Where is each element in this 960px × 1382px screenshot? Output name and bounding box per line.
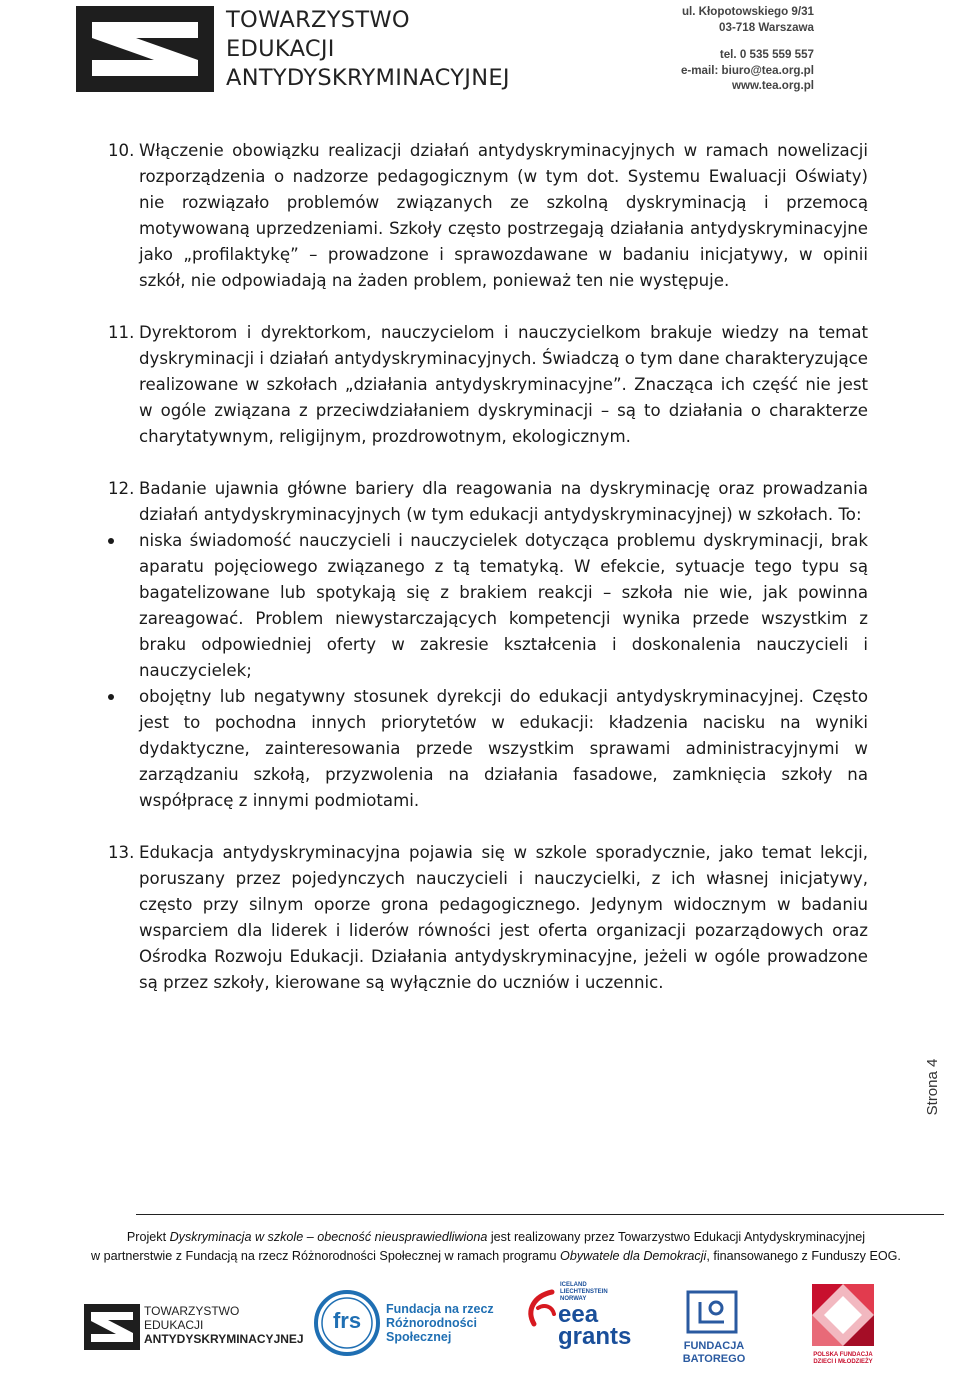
batory-emblem-icon xyxy=(684,1288,740,1336)
logo-text: grants xyxy=(558,1323,632,1350)
footer-line: w partnerstwie z Fundacją na rzecz Różnorodności Społecznej w ramach programu Obywatele dla Demokracji, finansowanego z Funduszy EOG. xyxy=(91,1249,901,1263)
org-name-line: ANTYDYSKRYMINACYJNEJ xyxy=(226,65,510,91)
bullet-icon xyxy=(108,694,114,700)
pfdim-logo xyxy=(790,1278,896,1368)
item-number: 10. xyxy=(108,141,135,160)
address-line: ul. Kłopotowskiego 9/31 xyxy=(681,5,814,18)
list-item xyxy=(108,138,868,294)
org-name xyxy=(226,6,526,93)
logo-text: Różnorodności xyxy=(386,1316,477,1330)
logo-text: eea xyxy=(558,1301,599,1328)
item-text: Badanie ujawnia główne bariery dla reagowania na dyskryminację oraz prowadzania działań antydyskryminacyjnych (w tym edukacji antydyskryminacyjnej) w szkołach. To: xyxy=(139,479,868,524)
item-text: Włączenie obowiązku realizacji działań antydyskryminacyjnych w ramach nowelizacji rozporządzenia o nadzorze pedagogicznym (w tym dot. Systemu Ewaluacji Oświaty) nie rozwiązało problemów związanych ze szkolną dyskryminacją i przemocą motywowaną uprzedzeniami. Szkoły często postrzegają działania antydyskryminacyjne jako „profilaktykę” – prowadzone i sprawozdawane w badaniu inicjatywy, w opinii szkół, nie odpowiadają na żaden problem, ponieważ ten nie występuje. xyxy=(139,141,868,290)
item-text: Dyrektorom i dyrektorkom, nauczycielom i nauczycielkom brakuje wiedzy na temat dyskryminacji i działań antydyskryminacyjnych. Świadczą o tym dane charakteryzujące realizowane w szkołach „działania antydyskryminacyjne”. Znacząca ich część nie jest w ogóle związana z przeciwdziałaniem dyskryminacji – są to działania o charakterze charytatywnym, religijnym, prozdrowotnym, ekologicznym. xyxy=(139,323,868,446)
page-number-label: Strona 4 xyxy=(924,1058,941,1116)
logo-text: LIECHTENSTEIN xyxy=(560,1289,608,1295)
batory-logo xyxy=(674,1288,754,1368)
tea-footer-logo xyxy=(84,1304,304,1352)
bullet-text: niska świadomość nauczycieli i nauczycielek dotycząca problemu dyskryminacji, brak aparatu pojęciowego związanego z tą tematyką. W efekcie, sytuacje tego typu są bagatelizowane lub spotykają się z brakiem reakcji – szkoła nie wie, jak powinna zareagować. Problem niewystarczających kompetencji wynika przede wszystkim z braku odpowiedniej oferty w zakresie kształcenia i doskonalenia nauczycieli i nauczycielek; xyxy=(139,531,868,680)
website-link[interactable]: www.tea.org.pl xyxy=(731,79,814,92)
item-number: 13. xyxy=(108,843,135,862)
phone: tel. 0 535 559 557 xyxy=(719,48,814,61)
header-contact xyxy=(681,4,814,94)
logo-text: POLSKA FUNDACJA xyxy=(813,1352,873,1358)
eea-grants-logo xyxy=(524,1278,644,1368)
footer-text xyxy=(60,1228,932,1266)
sponsor-logos xyxy=(84,1278,904,1378)
address-line: 03-718 Warszawa xyxy=(719,20,814,34)
bullet-item xyxy=(139,684,868,814)
footer-line: Projekt Dyskryminacja w szkole – obecność nieusprawiedliwiona jest realizowany przez Towarzystwo Edukacji Antydyskryminacyjnej xyxy=(126,1230,866,1244)
eea-swirl-icon xyxy=(524,1288,560,1332)
org-name-line: EDUKACJI xyxy=(226,36,335,62)
tea-logo-icon xyxy=(84,1304,140,1350)
logo-text: Społecznej xyxy=(386,1330,452,1344)
logo-text: Fundacja na rzecz xyxy=(386,1302,494,1316)
list-item xyxy=(108,476,868,814)
logo-text: FUNDACJA xyxy=(683,1340,745,1352)
frs-logo xyxy=(314,1290,494,1356)
logo-text: BATOREGO xyxy=(682,1353,746,1365)
footer-divider xyxy=(136,1214,944,1215)
bullet-text: obojętny lub negatywny stosunek dyrekcji do edukacji antydyskryminacyjnej. Często jest to pochodna innych priorytetów w edukacji: kładzenia nacisku na wyniki dydaktyczne, zainteresowania przede wszystkim sprawami administracyjnymi w zarządzaniu szkołą, przyzwolenia na działania fasadowe, zamknięcia szkoły na współpracę z innymi podmiotami. xyxy=(139,687,868,810)
logo-text: DZIECI I MŁODZIEŻY xyxy=(813,1359,873,1365)
email[interactable]: e-mail: biuro@tea.org.pl xyxy=(680,63,814,77)
logo-text: ANTYDYSKRYMINACYJNEJ xyxy=(144,1332,304,1346)
item-text: Edukacja antydyskryminacyjna pojawia się w szkole sporadycznie, jako temat lekcji, poruszany przez pojedynczych nauczycieli i nauczycielki, z ich własnej inicjatywy, często przy silnym oporze grona pedagogicznego. Jedynym widocznym w badaniu wsparciem dla liderek i liderów równości jest oferta organizacji pozarządowych oraz Ośrodka Rozwoju Edukacji. Działania antydyskryminacyjne, jeżeli w ogóle prowadzone są przez szkoły, kierowane są wyłącznie do uczniów i uczennic. xyxy=(139,843,868,992)
header-logo xyxy=(76,6,516,94)
frs-mark: frs xyxy=(332,1308,362,1333)
bullet-item xyxy=(139,528,868,684)
logo-text: TOWARZYSTWO xyxy=(144,1304,240,1318)
item-number: 11. xyxy=(108,323,135,342)
logo-text: ICELAND xyxy=(560,1282,587,1288)
logo-text: EDUKACJI xyxy=(144,1318,204,1332)
bullet-list xyxy=(139,528,868,814)
logo-text: NORWAY xyxy=(560,1296,587,1302)
list-item xyxy=(108,840,868,996)
org-name-line: TOWARZYSTWO xyxy=(226,7,410,33)
item-number: 12. xyxy=(108,479,135,498)
document-body xyxy=(108,138,868,1022)
bullet-icon xyxy=(108,538,114,544)
pfdim-mosaic-icon xyxy=(808,1280,878,1350)
list-item xyxy=(108,320,868,450)
tea-logo-icon xyxy=(76,6,214,92)
